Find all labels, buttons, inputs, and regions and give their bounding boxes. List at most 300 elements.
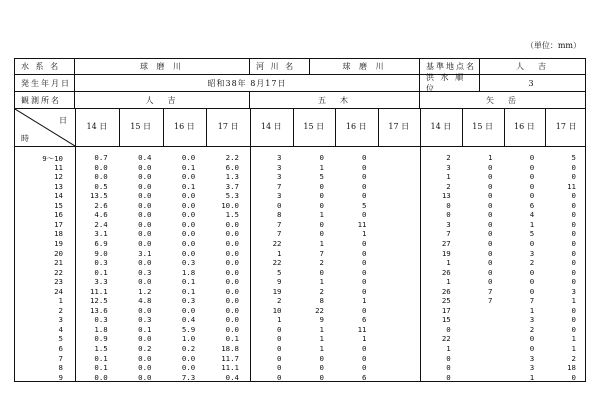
rain-cell-yatake: 0	[488, 162, 493, 172]
rain-cell-hitoyoshi: 6.0	[225, 162, 239, 172]
rain-cell-hitoyoshi: 0.0	[225, 315, 239, 325]
hour-label: 18	[54, 229, 63, 239]
rain-cell-itsuki: 1	[319, 277, 324, 287]
base-label: 基準地点名	[420, 59, 480, 74]
rain-cell-yatake: 0	[488, 258, 493, 268]
rain-cell-hitoyoshi: 0.4	[138, 153, 152, 162]
rain-cell-itsuki: 0	[362, 172, 367, 182]
hour-label: 2	[58, 305, 63, 315]
rain-cell-yatake: 0	[529, 277, 535, 287]
rain-cell-hitoyoshi: 11.7	[221, 353, 239, 363]
rain-cell-hitoyoshi: 0.0	[138, 258, 152, 268]
rain-cell-yatake: 0	[446, 372, 451, 382]
rain-cell-itsuki: 0	[362, 305, 367, 315]
rain-cell-itsuki: 9	[319, 315, 324, 325]
rain-cell-itsuki: 2	[319, 286, 324, 296]
rain-cell-hitoyoshi: 2.2	[225, 153, 239, 162]
rain-cell-yatake: 0	[446, 353, 451, 363]
rain-cell-hitoyoshi: 12.5	[89, 296, 108, 306]
rain-cell-yatake: 0	[529, 162, 535, 172]
rain-cell-hitoyoshi: 2.6	[94, 200, 108, 210]
base-value: 人 吉	[516, 62, 549, 71]
rain-cell-hitoyoshi: 0.0	[181, 153, 196, 162]
rain-cell-hitoyoshi: 0.0	[138, 277, 152, 287]
rain-cell-itsuki: 9	[277, 277, 282, 287]
rain-cell-yatake: 19	[441, 248, 451, 258]
rain-cell-itsuki: 0	[319, 229, 324, 239]
rain-cell-hitoyoshi: 0.0	[138, 229, 152, 239]
rain-cell-yatake: 0	[571, 277, 576, 287]
hour-label: 22	[54, 267, 63, 277]
day-header-itsuki-2: 15 日	[303, 122, 325, 131]
rain-cell-yatake: 6	[529, 200, 535, 210]
rain-cell-yatake: 1	[571, 296, 576, 306]
rain-cell-yatake: 7	[488, 286, 493, 296]
rain-cell-yatake: 22	[441, 334, 451, 344]
day-header-itsuki-3: 16 日	[345, 122, 367, 131]
rain-cell-yatake: 0	[571, 191, 576, 201]
rain-cell-itsuki: 0	[319, 153, 324, 162]
rain-cell-yatake: 3	[529, 315, 535, 325]
river-label: 河 川 名	[250, 59, 310, 74]
rain-cell-hitoyoshi: 3.1	[138, 248, 152, 258]
rain-cell-hitoyoshi: 0.0	[138, 305, 152, 315]
rain-cell-yatake: 0	[488, 277, 493, 287]
rain-cell-hitoyoshi: 0.3	[94, 315, 108, 325]
rain-cell-yatake: 0	[446, 200, 451, 210]
hour-label: 14	[54, 191, 63, 201]
rain-cell-yatake: 2	[571, 353, 576, 363]
hour-label: 5	[58, 334, 63, 344]
rain-cell-yatake: 0	[571, 372, 576, 382]
rain-cell-hitoyoshi: 0.0	[225, 305, 239, 315]
rain-cell-hitoyoshi: 5.9	[181, 324, 196, 334]
hour-label: 1	[58, 296, 63, 306]
day-header-hitoyoshi-2: 15 日	[130, 122, 151, 131]
unit-label: （単位：mm）	[525, 41, 581, 50]
rain-cell-itsuki: 1	[277, 248, 282, 258]
rain-cell-yatake: 0	[571, 162, 576, 172]
rain-cell-hitoyoshi: 1.3	[225, 172, 239, 182]
rain-cell-hitoyoshi: 0.0	[138, 353, 152, 363]
day-header-yatake-4: 17 日	[555, 122, 577, 131]
rain-cell-yatake: 5	[529, 229, 535, 239]
rain-cell-yatake: 0	[488, 181, 493, 191]
rain-cell-hitoyoshi: 0.0	[138, 162, 152, 172]
rain-cell-yatake: 0	[446, 210, 451, 220]
rain-cell-yatake: 0	[488, 172, 493, 182]
rain-cell-hitoyoshi: 0.0	[138, 238, 152, 248]
rain-cell-itsuki: 0	[319, 200, 324, 210]
rain-cell-yatake: 3	[529, 363, 535, 373]
rain-cell-yatake: 1	[571, 334, 576, 344]
rain-cell-hitoyoshi: 13.5	[89, 191, 108, 201]
corner-day: 日	[59, 116, 67, 125]
rain-cell-hitoyoshi: 0.0	[225, 267, 239, 277]
rain-cell-hitoyoshi: 18.8	[221, 344, 239, 353]
rain-cell-yatake: 1	[488, 153, 493, 162]
rain-cell-hitoyoshi: 0.0	[181, 219, 196, 229]
rain-cell-yatake: 0	[446, 363, 451, 373]
rain-cell-itsuki: 5	[362, 200, 367, 210]
rain-cell-hitoyoshi: 0.0	[181, 363, 196, 373]
rain-cell-hitoyoshi: 0.1	[94, 353, 108, 363]
rain-cell-yatake: 0	[446, 324, 451, 334]
rain-cell-hitoyoshi: 0.1	[94, 267, 108, 277]
rain-cell-hitoyoshi: 1.8	[94, 324, 108, 334]
rain-cell-yatake: 0	[571, 315, 576, 325]
hour-label: 23	[54, 277, 63, 287]
rain-cell-hitoyoshi: 0.3	[138, 267, 152, 277]
rain-cell-yatake: 0	[488, 191, 493, 201]
rain-cell-itsuki: 1	[362, 229, 367, 239]
rain-cell-yatake: 1	[446, 344, 451, 353]
rain-cell-yatake: 2	[529, 258, 535, 268]
rain-cell-itsuki: 0	[362, 210, 367, 220]
rain-cell-hitoyoshi: 0.0	[181, 238, 196, 248]
rain-cell-hitoyoshi: 10.0	[221, 200, 239, 210]
rain-cell-hitoyoshi: 0.3	[94, 258, 108, 268]
hour-label: 9	[58, 372, 63, 382]
date-label: 発生年月日	[15, 75, 75, 91]
rain-cell-hitoyoshi: 0.3	[181, 258, 196, 268]
rain-cell-hitoyoshi: 13.6	[89, 305, 108, 315]
rain-cell-hitoyoshi: 0.0	[138, 200, 152, 210]
rain-cell-hitoyoshi: 0.4	[225, 372, 239, 382]
day-header-hitoyoshi-1: 14 日	[86, 122, 108, 131]
rain-cell-yatake: 11	[567, 181, 576, 191]
rain-cell-itsuki: 1	[277, 315, 282, 325]
rain-cell-yatake: 1	[529, 305, 535, 315]
rain-cell-itsuki: 7	[319, 248, 324, 258]
rain-cell-yatake: 1	[446, 172, 451, 182]
rain-cell-yatake: 0	[571, 238, 576, 248]
rain-cell-itsuki: 0	[277, 344, 282, 353]
rain-cell-yatake: 0	[529, 267, 535, 277]
rain-cell-itsuki: 8	[277, 210, 282, 220]
rain-cell-itsuki: 0	[277, 324, 282, 334]
rain-cell-hitoyoshi: 0.0	[138, 210, 152, 220]
rain-cell-hitoyoshi: 1.5	[94, 344, 108, 353]
rain-cell-itsuki: 7	[277, 181, 282, 191]
rain-cell-hitoyoshi: 0.0	[181, 229, 196, 239]
rain-cell-hitoyoshi: 0.0	[181, 191, 196, 201]
rain-cell-yatake: 0	[488, 267, 493, 277]
rain-cell-hitoyoshi: 9.0	[94, 248, 108, 258]
rain-cell-itsuki: 0	[362, 248, 367, 258]
station-label: 観測所名	[15, 92, 75, 108]
rain-cell-hitoyoshi: 0.0	[138, 363, 152, 373]
rain-cell-yatake: 4	[529, 210, 535, 220]
header-row-date	[15, 75, 585, 92]
rain-cell-yatake: 0	[488, 229, 493, 239]
rain-cell-hitoyoshi: 0.1	[181, 286, 196, 296]
rain-cell-yatake: 0	[529, 181, 535, 191]
rain-cell-itsuki: 0	[319, 191, 324, 201]
rain-cell-yatake: 0	[529, 172, 535, 182]
hour-label: 24	[54, 286, 63, 296]
day-header-hitoyoshi-3: 16 日	[174, 122, 195, 131]
rain-cell-itsuki: 0	[277, 363, 282, 373]
rain-cell-itsuki: 0	[362, 162, 367, 172]
rain-cell-itsuki: 3	[277, 162, 282, 172]
rain-cell-yatake: 0	[571, 219, 576, 229]
day-header-yatake-2: 15 日	[472, 122, 493, 131]
day-header-itsuki-1: 14 日	[260, 122, 282, 131]
rain-cell-itsuki: 0	[277, 353, 282, 363]
rain-cell-yatake: 0	[529, 334, 535, 344]
rain-cell-yatake: 1	[446, 258, 451, 268]
rain-cell-yatake: 7	[446, 229, 451, 239]
rain-cell-itsuki: 1	[319, 324, 324, 334]
rain-cell-hitoyoshi: 0.4	[181, 315, 196, 325]
rain-cell-hitoyoshi: 1.8	[181, 267, 196, 277]
hour-label: 21	[54, 258, 63, 268]
rain-cell-yatake: 13	[441, 191, 451, 201]
rain-cell-itsuki: 0	[319, 353, 324, 363]
rain-cell-yatake: 0	[571, 210, 576, 220]
rain-cell-hitoyoshi: 0.0	[225, 286, 239, 296]
header-row-system	[15, 59, 585, 75]
rain-cell-itsuki: 0	[319, 181, 324, 191]
rain-cell-hitoyoshi: 0.1	[225, 334, 239, 344]
rain-cell-itsuki: 6	[362, 372, 367, 382]
rain-cell-itsuki: 5	[277, 267, 282, 277]
rain-cell-itsuki: 0	[319, 219, 324, 229]
date-value: 昭和38年 8月17日	[75, 75, 420, 91]
hour-label: 7	[58, 353, 63, 363]
rain-cell-yatake: 3	[529, 248, 535, 258]
rain-cell-hitoyoshi: 0.0	[225, 296, 239, 306]
rain-cell-hitoyoshi: 0.0	[138, 172, 152, 182]
rain-cell-itsuki: 0	[362, 363, 367, 373]
day-header-yatake-3: 16 日	[514, 122, 535, 131]
rain-cell-itsuki: 0	[362, 267, 367, 277]
rain-cell-hitoyoshi: 0.3	[138, 315, 152, 325]
rain-cell-itsuki: 0	[277, 200, 282, 210]
rain-cell-itsuki: 1	[319, 344, 324, 353]
rain-cell-yatake: 0	[571, 229, 576, 239]
rain-cell-yatake: 0	[571, 267, 576, 277]
rain-cell-hitoyoshi: 0.0	[94, 372, 108, 382]
rain-cell-itsuki: 1	[362, 296, 367, 306]
rain-cell-itsuki: 22	[315, 305, 324, 315]
rain-cell-yatake: 7	[488, 296, 493, 306]
rainfall-table	[14, 58, 586, 382]
river-value: 球 磨 川	[310, 59, 420, 74]
rain-cell-yatake: 1	[529, 219, 535, 229]
rain-cell-hitoyoshi: 0.1	[181, 277, 196, 287]
rain-cell-yatake: 26	[441, 286, 451, 296]
hour-label: 19	[54, 238, 63, 248]
rain-cell-hitoyoshi: 0.0	[181, 200, 196, 210]
rain-cell-yatake: 5	[571, 153, 576, 162]
rain-cell-itsuki: 1	[319, 162, 324, 172]
rain-cell-hitoyoshi: 0.0	[138, 181, 152, 191]
rain-cell-yatake: 18	[567, 363, 576, 373]
rain-cell-yatake: 27	[441, 238, 451, 248]
rain-cell-hitoyoshi: 4.6	[94, 210, 108, 220]
rain-cell-itsuki: 0	[362, 153, 367, 162]
rain-cell-itsuki: 1	[319, 238, 324, 248]
hour-label: 17	[54, 219, 63, 229]
rain-cell-yatake: 3	[571, 286, 576, 296]
rain-cell-itsuki: 8	[319, 296, 324, 306]
rain-cell-yatake: 0	[571, 172, 576, 182]
rain-cell-itsuki: 11	[357, 219, 367, 229]
rain-cell-hitoyoshi: 0.0	[225, 229, 239, 239]
rain-cell-yatake: 7	[529, 296, 535, 306]
rain-cell-yatake: 17	[441, 305, 451, 315]
rain-cell-itsuki: 0	[362, 353, 367, 363]
hour-label: 6	[58, 344, 63, 353]
rain-cell-yatake: 2	[446, 181, 451, 191]
day-header-hitoyoshi-4: 17 日	[217, 122, 239, 131]
rain-cell-yatake: 0	[529, 286, 535, 296]
hour-label: 15	[54, 200, 63, 210]
rain-cell-itsuki: 0	[362, 277, 367, 287]
hour-label: 11	[54, 162, 63, 172]
rain-cell-hitoyoshi: 2.4	[94, 219, 108, 229]
rain-cell-itsuki: 0	[319, 372, 324, 382]
station-itsuki: 五 木	[250, 92, 420, 108]
system-label: 水 系 名	[15, 59, 75, 74]
station-yatake: 矢 岳	[486, 95, 519, 105]
rain-cell-yatake: 0	[488, 248, 493, 258]
rain-cell-hitoyoshi: 0.0	[138, 334, 152, 344]
rain-cell-yatake: 0	[571, 248, 576, 258]
rain-cell-hitoyoshi: 0.9	[94, 334, 108, 344]
header-divider	[15, 146, 585, 147]
corner-hour: 時	[21, 134, 29, 143]
rain-cell-itsuki: 22	[272, 258, 282, 268]
rain-cell-yatake: 0	[529, 238, 535, 248]
header-row-stations	[15, 92, 585, 109]
rain-cell-itsuki: 1	[319, 210, 324, 220]
rain-cell-hitoyoshi: 3.1	[94, 229, 108, 239]
rain-cell-itsuki: 2	[319, 258, 324, 268]
rain-cell-itsuki: 22	[272, 238, 282, 248]
rain-cell-hitoyoshi: 11.1	[89, 286, 108, 296]
rain-cell-hitoyoshi: 0.0	[225, 248, 239, 258]
flood-label: 洪 水 順 位	[420, 75, 480, 91]
rain-cell-hitoyoshi: 0.0	[181, 248, 196, 258]
rain-cell-itsuki: 0	[362, 191, 367, 201]
rain-cell-hitoyoshi: 0.1	[181, 181, 196, 191]
rain-cell-yatake: 0	[529, 191, 535, 201]
rain-cell-itsuki: 0	[362, 258, 367, 268]
rain-cell-hitoyoshi: 0.3	[181, 296, 196, 306]
rain-cell-hitoyoshi: 0.5	[94, 181, 108, 191]
rain-cell-itsuki: 0	[277, 334, 282, 344]
rain-cell-hitoyoshi: 4.8	[138, 296, 152, 306]
rain-cell-yatake: 25	[441, 296, 451, 306]
rain-cell-itsuki: 0	[362, 344, 367, 353]
rain-cell-hitoyoshi: 0.0	[225, 219, 239, 229]
rain-cell-hitoyoshi: 11.1	[221, 363, 239, 373]
rain-cell-itsuki: 5	[319, 172, 324, 182]
rain-cell-yatake: 2	[446, 153, 451, 162]
rain-cell-hitoyoshi: 0.1	[138, 324, 152, 334]
flood-value: 3	[528, 78, 537, 88]
rain-cell-hitoyoshi: 0.0	[138, 219, 152, 229]
rain-cell-yatake: 1	[446, 277, 451, 287]
rain-cell-yatake: 0	[571, 305, 576, 315]
rain-cell-hitoyoshi: 6.9	[94, 238, 108, 248]
rain-cell-hitoyoshi: 1.5	[225, 210, 239, 220]
rain-cell-hitoyoshi: 0.0	[94, 172, 108, 182]
rain-cell-yatake: 3	[446, 162, 451, 172]
rain-cell-itsuki: 2	[277, 296, 282, 306]
rain-cell-yatake: 0	[488, 238, 493, 248]
rain-cell-yatake: 0	[529, 344, 535, 353]
rain-cell-yatake: 0	[488, 210, 493, 220]
hour-label: 16	[54, 210, 63, 220]
table-body	[15, 109, 585, 381]
rain-cell-yatake: 1	[571, 344, 576, 353]
rain-cell-yatake: 1	[529, 372, 535, 382]
rain-cell-yatake: 0	[529, 153, 535, 162]
rain-cell-itsuki: 19	[272, 286, 282, 296]
rain-cell-hitoyoshi: 0.2	[138, 344, 152, 353]
rain-cell-hitoyoshi: 0.7	[94, 153, 108, 162]
rain-cell-yatake: 0	[571, 324, 576, 334]
rain-cell-hitoyoshi: 0.0	[181, 353, 196, 363]
rain-cell-yatake: 26	[441, 267, 451, 277]
hour-label: 13	[54, 181, 63, 191]
rain-cell-hitoyoshi: 3.7	[225, 181, 239, 191]
rain-cell-hitoyoshi: 0.0	[225, 324, 239, 334]
rain-cell-hitoyoshi: 5.3	[225, 191, 239, 201]
rain-cell-itsuki: 7	[277, 219, 282, 229]
rain-cell-yatake: 0	[571, 200, 576, 210]
rain-cell-itsuki: 6	[362, 315, 367, 325]
rain-cell-hitoyoshi: 0.0	[94, 162, 108, 172]
rain-cell-itsuki: 3	[277, 153, 282, 162]
hour-label: 9〜10	[42, 154, 63, 163]
rain-cell-hitoyoshi: 0.0	[225, 238, 239, 248]
hour-label: 8	[58, 363, 63, 373]
rain-cell-yatake: 2	[529, 324, 535, 334]
rain-cell-itsuki: 0	[362, 181, 367, 191]
rain-cell-hitoyoshi: 7.3	[181, 372, 196, 382]
rain-cell-yatake: 15	[441, 315, 451, 325]
rain-cell-itsuki: 0	[277, 372, 282, 382]
rain-cell-yatake: 0	[571, 258, 576, 268]
rain-cell-yatake: 0	[488, 219, 493, 229]
day-header-yatake-1: 14 日	[430, 122, 452, 131]
rain-cell-itsuki: 0	[362, 286, 367, 296]
rain-cell-itsuki: 3	[277, 191, 282, 201]
rain-cell-hitoyoshi: 0.0	[225, 258, 239, 268]
hour-label: 20	[54, 248, 63, 258]
rain-cell-yatake: 0	[488, 200, 493, 210]
rain-cell-hitoyoshi: 0.0	[138, 372, 152, 382]
rain-cell-itsuki: 3	[277, 172, 282, 182]
rain-cell-yatake: 3	[446, 219, 451, 229]
rain-cell-hitoyoshi: 0.0	[225, 277, 239, 287]
rain-cell-hitoyoshi: 0.2	[181, 344, 196, 353]
rain-cell-itsuki: 0	[319, 267, 324, 277]
rain-cell-hitoyoshi: 0.0	[181, 172, 196, 182]
rain-cell-itsuki: 1	[362, 334, 367, 344]
rain-cell-itsuki: 1	[319, 334, 324, 344]
hour-label: 4	[58, 324, 63, 334]
station-hitoyoshi: 人 吉	[75, 92, 250, 108]
rain-cell-hitoyoshi: 0.0	[138, 191, 152, 201]
system-value: 球 磨 川	[75, 59, 250, 74]
rain-cell-hitoyoshi: 1.0	[181, 334, 196, 344]
